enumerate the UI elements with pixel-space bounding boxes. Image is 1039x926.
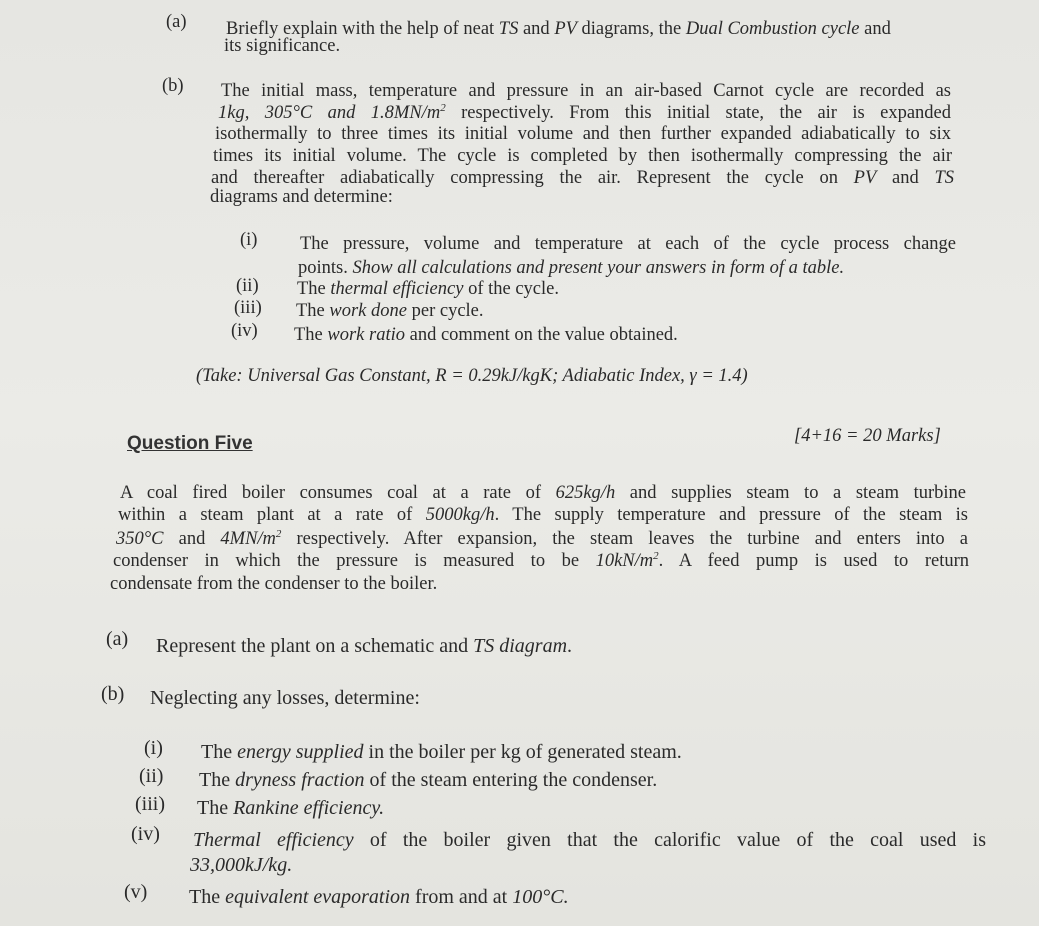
q5-sub-iv-line-2: 33,000kJ/kg.: [190, 854, 293, 876]
q5-sub-iv-line-1: Thermal efficiency of the boiler given that the calorific value of the coal used is: [193, 829, 986, 851]
q5-part-a-text: Represent the plant on a schematic and TS diagram.: [156, 635, 573, 657]
constants-note: (Take: Universal Gas Constant, R = 0.29kJ/kgK; Adiabatic Index, γ = 1.4): [196, 366, 748, 386]
part-b-sub-ii-text: The thermal efficiency of the cycle.: [297, 279, 559, 299]
part-b-sub-ii-label: (ii): [236, 276, 259, 296]
q5-intro-line-4: condenser in which the pressure is measured to be $10kN/m^2$. A feed pump is used to return: [113, 549, 969, 571]
part-b-sub-iv-text: The work ratio and comment on the value obtained.: [294, 325, 678, 345]
q5-sub-iii-label: (iii): [135, 793, 165, 815]
q5-sub-ii-label: (ii): [139, 765, 164, 787]
q5-intro-line-1: A coal fired boiler consumes coal at a rate of 625kg/h and supplies steam to a steam turbine: [120, 483, 966, 503]
q5-sub-iii-text: The Rankine efficiency.: [197, 797, 385, 819]
part-b-sub-iv-label: (iv): [231, 321, 258, 341]
part-a-line-2: its significance.: [224, 36, 341, 56]
q5-intro-line-3: 350°C and $4MN/m^2$ respectively. After expansion, the steam leaves the turbine and enters into a: [116, 527, 968, 549]
part-b-line-4: times its initial volume. The cycle is completed by then isothermally compressing the air: [213, 146, 952, 166]
question-five-heading: Question Five: [127, 433, 253, 454]
q5-sub-v-label: (v): [124, 881, 148, 903]
q5-sub-ii-text: The dryness fraction of the steam entering the condenser.: [199, 769, 658, 791]
part-b-line-1: The initial mass, temperature and pressure in an air-based Carnot cycle are recorded as: [221, 81, 951, 101]
part-b-sub-iii-text: The work done per cycle.: [296, 301, 484, 321]
question-five-marks: [4+16 = 20 Marks]: [794, 426, 941, 446]
q5-sub-v-text: The equivalent evaporation from and at 100°C.: [189, 886, 569, 908]
q5-intro-line-5: condensate from the condenser to the boiler.: [110, 574, 438, 594]
q5-part-a-label: (a): [106, 628, 129, 650]
part-a-line-1: Briefly explain with the help of neat TS and PV diagrams, the Dual Combustion cycle and: [226, 19, 891, 39]
q5-sub-i-label: (i): [144, 737, 163, 759]
part-b-sub-iii-label: (iii): [234, 298, 262, 318]
part-b-sub-i-label: (i): [240, 230, 258, 250]
q5-sub-i-text: The energy supplied in the boiler per kg of generated steam.: [201, 741, 682, 763]
part-b-sub-i-line-1: The pressure, volume and temperature at each of the cycle process change: [300, 234, 956, 254]
part-b-line-5: and thereafter adiabatically compressing the air. Represent the cycle on PV and TS: [211, 168, 954, 188]
part-b-line-3: isothermally to three times its initial volume and then further expanded adiabatically to six: [215, 124, 951, 144]
part-b-sub-i-line-2: points. Show all calculations and present your answers in form of a table.: [298, 258, 845, 278]
part-a-label: (a): [166, 12, 187, 32]
q5-part-b-label: (b): [101, 683, 125, 705]
q5-intro-line-2: within a steam plant at a rate of 5000kg/h. The supply temperature and pressure of the steam is: [118, 505, 968, 525]
part-b-label: (b): [162, 76, 184, 96]
part-b-line-6: diagrams and determine:: [210, 187, 393, 207]
q5-sub-iv-label: (iv): [131, 823, 160, 845]
part-b-line-2: 1kg, 305°C and $1.8MN/m^2$ respectively. From this initial state, the air is expanded: [218, 101, 952, 123]
q5-part-b-text: Neglecting any losses, determine:: [150, 687, 420, 709]
